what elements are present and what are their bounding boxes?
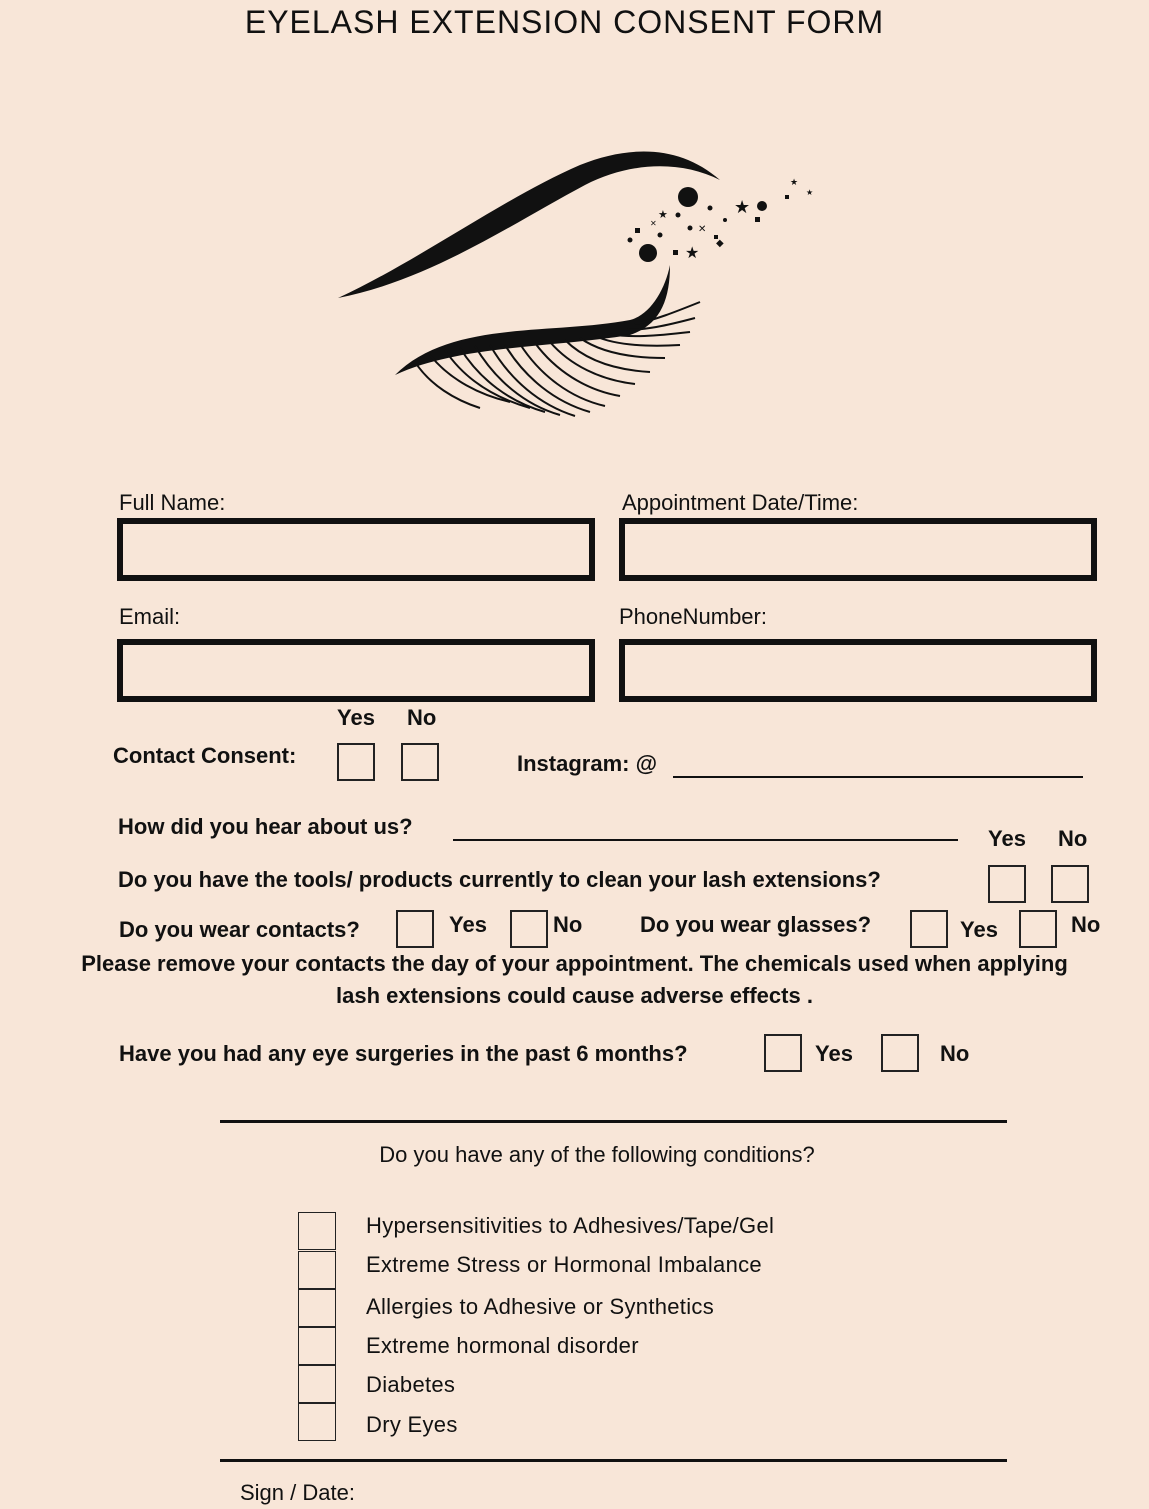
svg-text:★: ★ — [658, 209, 668, 221]
surgery-no-label: No — [940, 1041, 970, 1066]
instagram-input[interactable] — [673, 754, 1083, 778]
condition-checkbox[interactable] — [298, 1289, 336, 1327]
phone-label: PhoneNumber: — [619, 604, 767, 629]
full-name-field[interactable] — [117, 518, 595, 581]
glasses-yes-checkbox[interactable] — [910, 910, 948, 948]
condition-checkbox[interactable] — [298, 1403, 336, 1441]
svg-text:★: ★ — [790, 177, 799, 187]
tools-no-checkbox[interactable] — [1051, 865, 1089, 903]
condition-label: Diabetes — [366, 1372, 456, 1397]
instagram-label: Instagram: @ — [517, 751, 658, 776]
contacts-yes-checkbox[interactable] — [396, 910, 434, 948]
hear-about-input[interactable] — [453, 817, 958, 841]
contacts-no-checkbox[interactable] — [510, 910, 548, 948]
surgery-question: Have you had any eye surgeries in the past 6 months? — [119, 1041, 688, 1066]
condition-label: Hypersensitivities to Adhesives/Tape/Gel — [366, 1213, 775, 1238]
condition-checkbox[interactable] — [298, 1327, 336, 1365]
contacts-notice-line1: Please remove your contacts the day of your appointment. The chemicals used when applying — [81, 951, 1068, 976]
svg-text:★: ★ — [685, 245, 700, 262]
condition-label: Dry Eyes — [366, 1412, 458, 1437]
surgery-no-checkbox[interactable] — [881, 1034, 919, 1072]
glasses-question: Do you wear glasses? — [640, 912, 872, 937]
appointment-field[interactable] — [619, 518, 1097, 581]
consent-yes-checkbox[interactable] — [337, 743, 375, 781]
full-name-label: Full Name: — [119, 490, 226, 515]
svg-text:◆: ◆ — [716, 238, 724, 249]
contact-consent-label: Contact Consent: — [113, 743, 297, 768]
section-divider-top — [220, 1120, 1007, 1123]
svg-text:★: ★ — [734, 197, 751, 217]
glasses-no-checkbox[interactable] — [1019, 910, 1057, 948]
surgery-yes-label: Yes — [815, 1041, 853, 1066]
tools-yes-label: Yes — [988, 826, 1026, 851]
consent-no-label: No — [407, 705, 437, 730]
contacts-question: Do you wear contacts? — [119, 917, 360, 942]
form-title: EYELASH EXTENSION CONSENT FORM — [244, 4, 885, 40]
hear-about-label: How did you hear about us? — [118, 814, 413, 839]
tools-no-label: No — [1058, 826, 1088, 851]
contacts-yes-label: Yes — [449, 912, 487, 937]
conditions-heading: Do you have any of the following conditions? — [379, 1142, 815, 1167]
condition-checkbox[interactable] — [298, 1212, 336, 1250]
tools-yes-checkbox[interactable] — [988, 865, 1026, 903]
condition-label: Allergies to Adhesive or Synthetics — [366, 1294, 715, 1319]
consent-yes-label: Yes — [337, 705, 375, 730]
tools-question: Do you have the tools/ products currently to clean your lash extensions? — [118, 867, 881, 892]
section-divider-bottom — [220, 1459, 1007, 1462]
condition-label: Extreme hormonal disorder — [366, 1333, 639, 1358]
condition-checkbox[interactable] — [298, 1365, 336, 1403]
email-field[interactable] — [117, 639, 595, 702]
glasses-no-label: No — [1071, 912, 1101, 937]
sign-date-label: Sign / Date: — [240, 1480, 355, 1505]
surgery-yes-checkbox[interactable] — [764, 1034, 802, 1072]
consent-no-checkbox[interactable] — [401, 743, 439, 781]
contacts-notice-line2: lash extensions could cause adverse effects . — [336, 983, 813, 1008]
glasses-yes-label: Yes — [960, 917, 998, 942]
svg-text:★: ★ — [806, 188, 814, 197]
svg-text:✕: ✕ — [698, 224, 707, 235]
email-label: Email: — [119, 604, 181, 629]
svg-text:✕: ✕ — [650, 219, 657, 228]
condition-checkbox[interactable] — [298, 1251, 336, 1289]
contacts-no-label: No — [553, 912, 583, 937]
appointment-label: Appointment Date/Time: — [622, 490, 859, 515]
phone-field[interactable] — [619, 639, 1097, 702]
condition-label: Extreme Stress or Hormonal Imbalance — [366, 1252, 762, 1277]
eyelash-logo-icon — [330, 140, 830, 430]
